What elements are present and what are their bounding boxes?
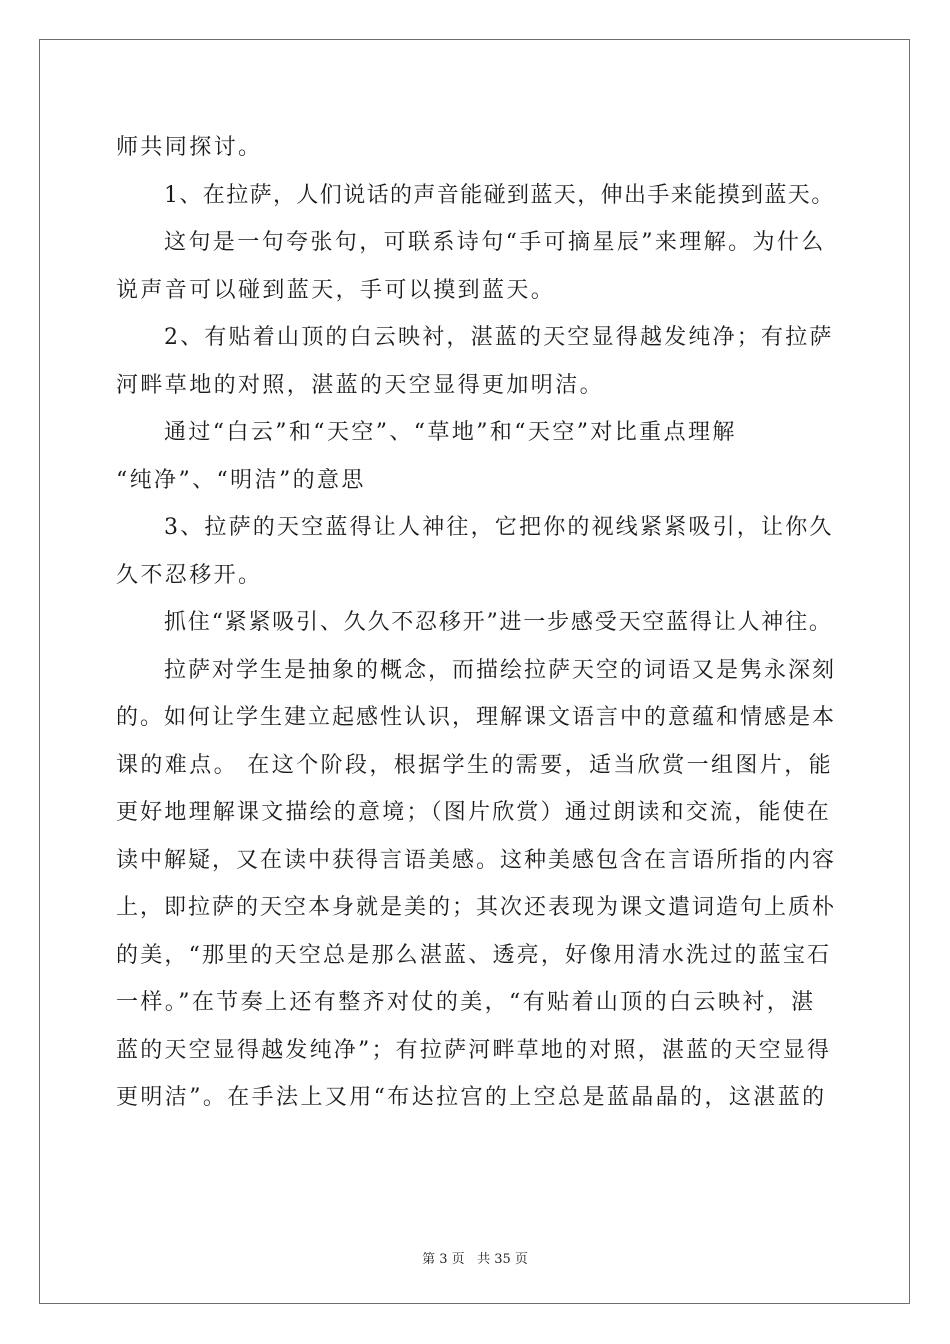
text-line: 的。如何让学生建立起感性认识，理解课文语言中的意蕴和情感是本 xyxy=(116,705,837,730)
page-footer xyxy=(0,1248,950,1267)
page-total: 共 35 页 xyxy=(477,1252,528,1267)
text-line: 师共同探讨。 xyxy=(116,135,263,160)
text-line: 蓝的天空显得越发纯净”；有拉萨河畔草地的对照，湛蓝的天空显得 xyxy=(116,1037,832,1063)
text-line: 1、在拉萨，人们说话的声音能碰到蓝天，伸出手来能摸到蓝天。 xyxy=(164,182,835,208)
text-line: 3、拉萨的天空蓝得让人神往，它把你的视线紧紧吸引，让你久 xyxy=(164,515,834,540)
text-line: “纯净”、“明洁”的意思 xyxy=(116,467,366,493)
text-line: 一样。”在节奏上还有整齐对仗的美，“有贴着山顶的白云映衬，湛 xyxy=(116,990,816,1015)
text-line: 这句是一句夸张句，可联系诗句“手可摘星辰”来理解。为什么 xyxy=(164,230,826,255)
text-line: 通过“白云”和“天空”、“草地”和“天空”对比重点理解 xyxy=(164,420,737,445)
text-line: 的美，“那里的天空总是那么湛蓝、透亮，好像用清水洗过的蓝宝石 xyxy=(116,942,832,968)
text-line: 课的难点。 在这个阶段，根据学生的需要，适当欣赏一组图片，能 xyxy=(116,752,833,778)
document-body xyxy=(116,124,836,1122)
text-line: 上，即拉萨的天空本身就是美的；其次还表现为课文遣词造句上质朴 xyxy=(116,895,837,920)
page-number: 第 3 页 xyxy=(422,1252,465,1267)
text-line: 更好地理解课文描绘的意境；（图片欣赏）通过朗读和交流，能使在 xyxy=(116,800,832,825)
text-line: 2、有贴着山顶的白云映衬，湛蓝的天空显得越发纯净；有拉萨 xyxy=(164,325,834,350)
text-line: 抓住“紧紧吸引、久久不忍移开”进一步感受天空蓝得让人神往。 xyxy=(164,610,833,635)
text-line: 河畔草地的对照，湛蓝的天空显得更加明洁。 xyxy=(116,372,605,398)
text-line: 久不忍移开。 xyxy=(116,562,263,588)
text-line: 更明洁”。在手法上又用“布达拉宫的上空总是蓝晶晶的，这湛蓝的 xyxy=(116,1085,827,1110)
text-line: 拉萨对学生是抽象的概念，而描绘拉萨天空的词语又是隽永深刻 xyxy=(164,657,837,683)
text-line: 读中解疑，又在读中获得言语美感。这种美感包含在言语所指的内容 xyxy=(116,847,837,873)
text-line: 说声音可以碰到蓝天，手可以摸到蓝天。 xyxy=(116,277,556,303)
